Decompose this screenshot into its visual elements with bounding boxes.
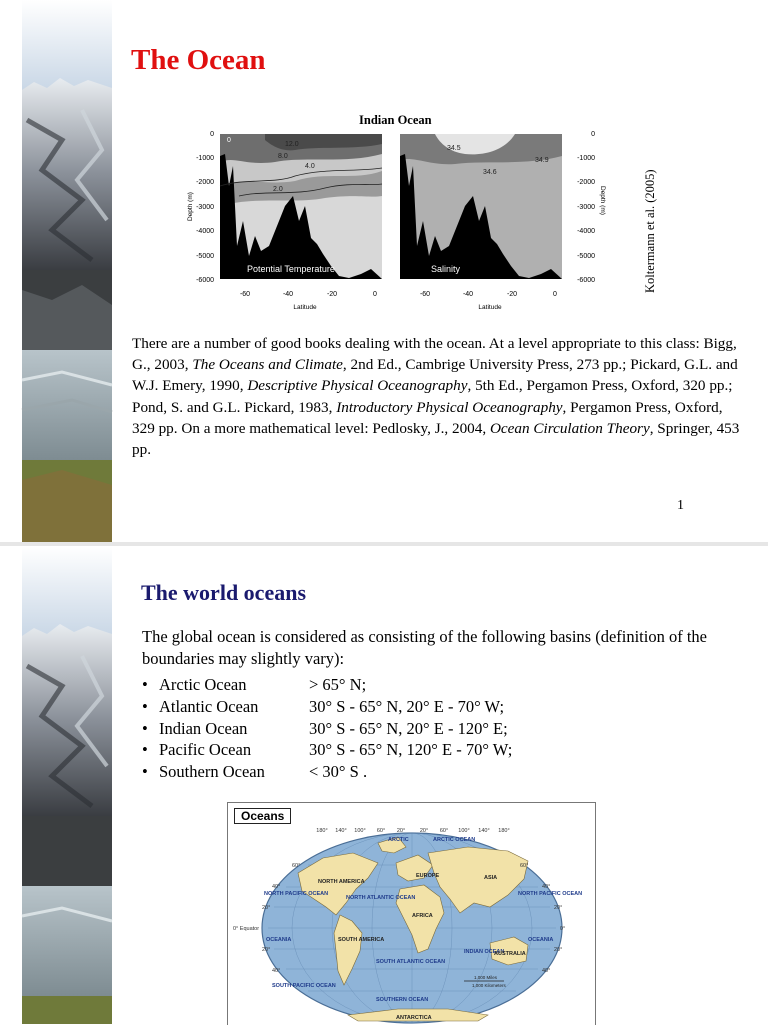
depth-axis-label: Depth (m) xyxy=(187,192,194,221)
svg-text:140°: 140° xyxy=(478,828,490,834)
svg-text:60°: 60° xyxy=(292,863,301,869)
svg-text:EUROPE: EUROPE xyxy=(416,873,440,879)
temperature-panel xyxy=(220,134,382,279)
book-title: Introductory Physical Oceanography xyxy=(336,398,563,416)
depth-axis-label-right: Depth (m) xyxy=(599,186,606,215)
svg-text:-5000: -5000 xyxy=(196,253,214,260)
svg-text:180°: 180° xyxy=(498,828,510,834)
svg-text:0° Equator: 0° Equator xyxy=(233,926,260,932)
book-title: Ocean Circulation Theory xyxy=(489,419,650,437)
temp-contour-label: 4.0 xyxy=(305,163,315,170)
svg-text:40°: 40° xyxy=(272,884,281,890)
list-item: • Pacific Ocean 30° S - 65° N, 120° E - 70° W; xyxy=(142,740,513,760)
svg-text:NORTH PACIFIC OCEAN: NORTH PACIFIC OCEAN xyxy=(518,891,583,897)
svg-text:0: 0 xyxy=(591,131,595,138)
svg-text:-1000: -1000 xyxy=(577,155,595,162)
temp-contour-label: 0 xyxy=(227,137,231,144)
temp-contour-label: 12.0 xyxy=(285,141,299,148)
svg-text:-4000: -4000 xyxy=(196,228,214,235)
svg-text:-60: -60 xyxy=(419,291,431,298)
svg-text:180°: 180° xyxy=(316,828,328,834)
slide-title: The Ocean xyxy=(131,44,266,76)
svg-text:AUSTRALIA: AUSTRALIA xyxy=(494,951,526,957)
glacier-photo-strip xyxy=(22,546,112,1024)
latitude-axis-label: Latitude xyxy=(293,304,317,311)
glacier-photo-strip xyxy=(22,0,112,542)
list-item: • Arctic Ocean > 65° N; xyxy=(142,675,367,694)
svg-text:-3000: -3000 xyxy=(196,204,214,211)
svg-text:-5000: -5000 xyxy=(577,253,595,260)
page-number: 1 xyxy=(677,498,684,513)
svg-text:-20: -20 xyxy=(506,291,518,298)
salinity-panel xyxy=(400,134,562,279)
svg-text:OCEANIA: OCEANIA xyxy=(266,937,292,943)
svg-text:ASIA: ASIA xyxy=(484,875,498,881)
svg-text:-4000: -4000 xyxy=(577,228,595,235)
svg-text:INDIAN OCEAN: INDIAN OCEAN xyxy=(464,949,505,955)
temp-contour-label: 8.0 xyxy=(278,153,288,160)
svg-text:0: 0 xyxy=(373,291,377,298)
svg-text:60°: 60° xyxy=(376,828,386,834)
svg-text:-2000: -2000 xyxy=(196,179,214,186)
svg-text:-40: -40 xyxy=(462,291,474,298)
svg-text:-6000: -6000 xyxy=(196,277,214,284)
world-oceans-map xyxy=(227,802,596,1025)
slide-title: The world oceans xyxy=(141,580,306,605)
svg-text:-6000: -6000 xyxy=(577,277,595,284)
svg-text:NORTH PACIFIC OCEAN: NORTH PACIFIC OCEAN xyxy=(264,891,329,897)
svg-text:100°: 100° xyxy=(354,828,366,834)
svg-text:20°: 20° xyxy=(262,905,271,911)
temp-contour-label: 2.0 xyxy=(273,186,283,193)
basin-list xyxy=(142,674,512,783)
svg-text:40°: 40° xyxy=(272,968,281,974)
svg-text:20°: 20° xyxy=(419,828,429,834)
indian-ocean-section-figure xyxy=(185,126,605,316)
svg-text:AFRICA: AFRICA xyxy=(412,913,433,919)
svg-text:60°: 60° xyxy=(439,828,449,834)
temperature-panel-label: Potential Temperature xyxy=(247,264,335,274)
salinity-contour-label: 34.9 xyxy=(535,157,549,164)
svg-text:-2000: -2000 xyxy=(577,179,595,186)
book-title: Descriptive Physical Oceanography xyxy=(247,377,468,395)
svg-text:SOUTH PACIFIC OCEAN: SOUTH PACIFIC OCEAN xyxy=(272,983,336,989)
svg-text:ARCTIC OCEAN: ARCTIC OCEAN xyxy=(433,837,476,843)
svg-text:NORTH ATLANTIC OCEAN: NORTH ATLANTIC OCEAN xyxy=(346,895,416,901)
svg-text:-60: -60 xyxy=(239,291,251,298)
list-item: • Atlantic Ocean 30° S - 65° N, 20° E - 70° W; xyxy=(142,696,505,716)
svg-text:-40: -40 xyxy=(282,291,294,298)
svg-text:SOUTH AMERICA: SOUTH AMERICA xyxy=(338,937,385,943)
list-item: • Southern Ocean < 30° S . xyxy=(142,762,368,782)
svg-text:60°: 60° xyxy=(520,863,529,869)
salinity-contour-label: 34.5 xyxy=(447,145,461,152)
left-depth-axis xyxy=(187,131,214,284)
map-title: Oceans xyxy=(234,808,291,824)
svg-text:SOUTHERN OCEAN: SOUTHERN OCEAN xyxy=(376,997,429,1003)
intro-paragraph: The global ocean is considered as consisting of the following basins (definition of the boundaries may slightly vary): xyxy=(142,627,707,668)
svg-text:0: 0 xyxy=(210,131,214,138)
references-paragraph: There are a number of good books dealing with the ocean. At a level appropriate to this class: Bigg, G., 2003, The Oceans and Climate, 2nd Ed., Cambrige University Press, 273 pp.; Pickard, G.L. and W.J. Emery, 1990, Descriptive Physical Oceanography, 5th Ed., Pergamon Press, Oxford, 320 pp.; Pond, S. and G.L. Pickard, 1983, Introductory Physical Oceanography, Pergamon Press, Oxford, 329 pp. On a more mathematical level: Pedlosky, J., 2004, Ocean Circulation Theory, Springer, 453 pp. xyxy=(132,335,740,459)
svg-text:100°: 100° xyxy=(458,828,470,834)
figure-title: Indian Ocean xyxy=(359,113,432,127)
svg-text:0: 0 xyxy=(553,291,557,298)
svg-text:40°: 40° xyxy=(542,884,551,890)
svg-text:140°: 140° xyxy=(335,828,347,834)
svg-text:1,000 Kilometers: 1,000 Kilometers xyxy=(472,983,506,988)
book-title: The Oceans and Climate xyxy=(192,356,343,374)
latitude-axes xyxy=(240,291,557,311)
svg-text:1,000 Miles: 1,000 Miles xyxy=(474,975,498,980)
svg-text:20°: 20° xyxy=(554,905,563,911)
svg-text:ANTARCTICA: ANTARCTICA xyxy=(396,1015,432,1021)
slide-2 xyxy=(0,546,768,1024)
figure-credit: Koltermann et al. (2005) xyxy=(643,169,657,293)
svg-text:ARCTIC: ARCTIC xyxy=(388,837,409,843)
svg-text:40°: 40° xyxy=(542,968,551,974)
svg-text:20°: 20° xyxy=(396,828,406,834)
svg-text:OCEANIA: OCEANIA xyxy=(528,937,554,943)
latitude-axis-label-right: Latitude xyxy=(478,304,502,311)
list-item: • Indian Ocean 30° S - 65° N, 20° E - 120° E; xyxy=(142,718,508,738)
svg-text:-3000: -3000 xyxy=(577,204,595,211)
svg-text:20°: 20° xyxy=(262,947,271,953)
svg-text:0°: 0° xyxy=(560,926,566,932)
right-depth-axis xyxy=(577,131,606,284)
svg-text:NORTH AMERICA: NORTH AMERICA xyxy=(318,879,365,885)
salinity-panel-label: Salinity xyxy=(431,264,461,274)
svg-text:-20: -20 xyxy=(326,291,338,298)
svg-text:20°: 20° xyxy=(554,947,563,953)
salinity-contour-label: 34.6 xyxy=(483,169,497,176)
svg-text:SOUTH ATLANTIC OCEAN: SOUTH ATLANTIC OCEAN xyxy=(376,959,446,965)
svg-text:-1000: -1000 xyxy=(196,155,214,162)
